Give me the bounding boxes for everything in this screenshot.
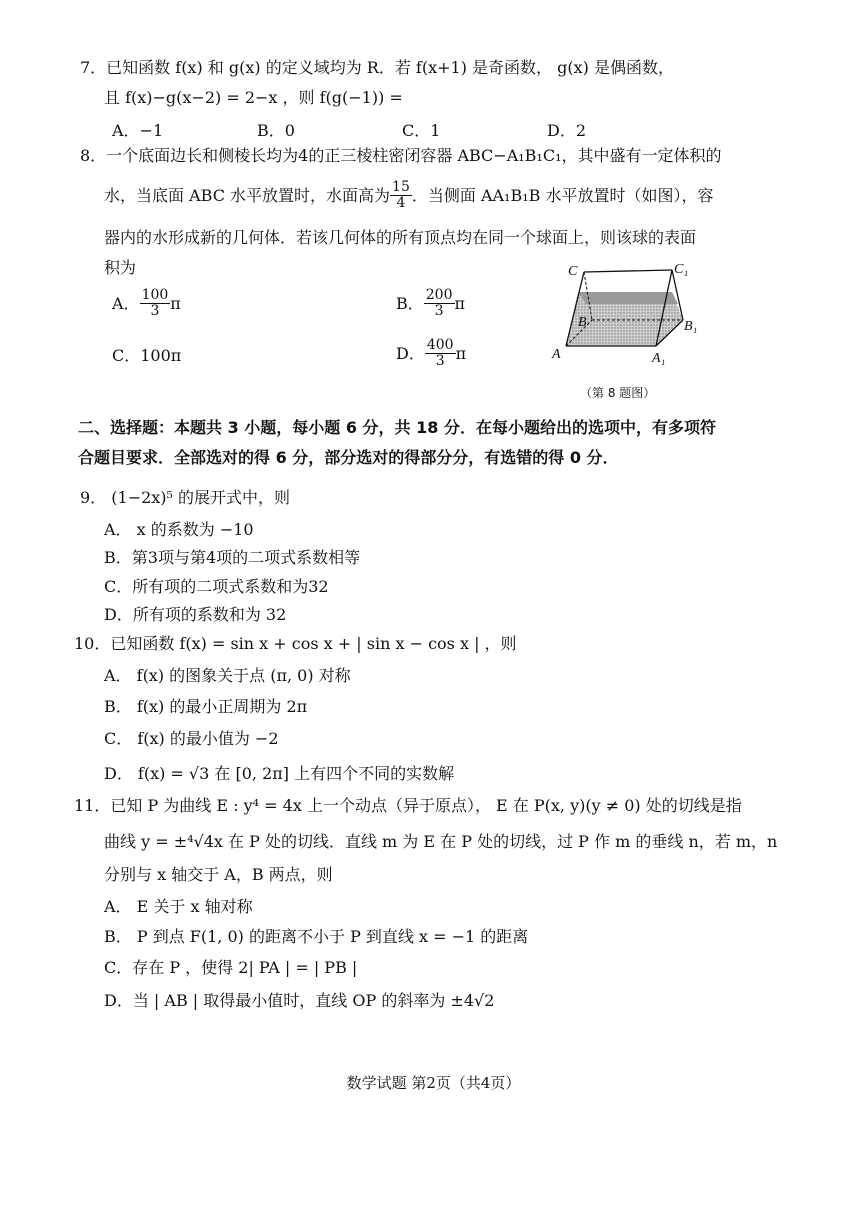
page-footer: 数学试题 第2页（共4页） — [346, 1074, 521, 1092]
option-label: C． — [112, 346, 141, 365]
section2-heading-line1: 二、选择题：本题共 3 小题，每小题 6 分，共 18 分．在每小题给出的选项中，有多项符 — [78, 418, 716, 437]
q11-option-b: B． P 到点 F(1, 0) 的距离不小于 P 到直线 x = −1 的距离 — [104, 927, 529, 946]
fraction-numerator: 15 — [392, 179, 410, 195]
q7-option-d: D．2 — [547, 121, 587, 140]
figure-caption: （第 8 题图） — [580, 386, 656, 400]
q8-stem-line3: 器内的水形成新的几何体．若该几何体的所有顶点均在同一个球面上，则该球的表面 — [104, 228, 697, 247]
q9-stem: 9． (1−2x)⁵ 的展开式中，则 — [80, 488, 291, 507]
option-label: A． — [112, 294, 140, 314]
q7-option-c: C．1 — [402, 121, 441, 140]
option-text: 100π — [140, 346, 182, 365]
q10-option-b: B． f(x) 的最小正周期为 2π — [104, 697, 308, 716]
label-c: C — [568, 264, 578, 279]
q10-stem: 10．已知函数 f(x) = sin x + cos x + | sin x − cos x | ，则 — [74, 634, 517, 653]
q9-option-b: B．第3项与第4项的二项式系数相等 — [104, 548, 361, 567]
q8-option-d — [396, 338, 466, 370]
option-suffix: π — [454, 294, 466, 314]
q8-stem-line1: 8．一个底面边长和侧棱长均为4的正三棱柱密闭容器 ABC−A₁B₁C₁，其中盛有一定体积的 — [80, 146, 722, 165]
q9-option-a: A． x 的系数为 −10 — [104, 520, 254, 539]
option-fraction — [140, 288, 171, 320]
q8-stem-line2 — [104, 180, 714, 212]
q8-stem-line4: 积为 — [104, 258, 137, 277]
q7-option-a: A．−1 — [112, 121, 164, 140]
fraction-denominator: 3 — [434, 303, 444, 320]
q8-stem-line2-b: ．当侧面 AA₁B₁B 水平放置时（如图），容 — [411, 186, 714, 206]
option-suffix: π — [170, 294, 181, 314]
q7-stem-line1: 7．已知函数 f(x) 和 g(x) 的定义域均为 R．若 f(x+1) 是奇函数， g(x) 是偶函数， — [80, 58, 674, 77]
q11-stem-line3: 分别与 x 轴交于 A，B 两点，则 — [104, 865, 333, 884]
fraction-denominator: 3 — [435, 353, 445, 370]
label-a: A — [552, 347, 561, 362]
q7-option-b: B．0 — [257, 121, 295, 140]
fraction-denominator: 4 — [396, 195, 406, 212]
label-b: B — [578, 315, 587, 330]
q11-stem-line1: 11．已知 P 为曲线 E : y⁴ = 4x 上一个动点（异于原点）， E 在 P(x, y)(y ≠ 0) 处的切线是指 — [74, 796, 742, 815]
q11-stem-line2: 曲线 y = ±⁴√4x 在 P 处的切线．直线 m 为 E 在 P 处的切线，过 P 作 m 的垂线 n，若 m，n — [104, 832, 778, 851]
q8-option-a — [112, 288, 181, 320]
option-label: B． — [396, 294, 424, 314]
fraction-numerator: 100 — [141, 287, 169, 303]
q10-option-c: C． f(x) 的最小值为 −2 — [104, 729, 279, 748]
fraction-numerator: 200 — [425, 287, 453, 303]
q10-option-a: A． f(x) 的图象关于点 (π, 0) 对称 — [104, 666, 351, 685]
q8-option-c — [112, 346, 181, 365]
section2-heading-line2: 合题目要求．全部选对的得 6 分，部分选对的得部分分，有选错的得 0 分． — [78, 448, 619, 467]
q9-option-c: C．所有项的二项式系数和为32 — [104, 577, 329, 596]
fraction-denominator: 3 — [150, 303, 160, 320]
option-label: D． — [396, 344, 425, 364]
q10-option-d: D． f(x) = √3 在 [0, 2π] 上有四个不同的实数解 — [104, 764, 455, 783]
label-a1: A₁ — [652, 351, 666, 366]
water-surface — [578, 292, 678, 304]
q7-options — [112, 118, 692, 141]
label-b1: B₁ — [684, 319, 698, 334]
q8-option-b — [396, 288, 465, 320]
q11-option-c: C．存在 P ，使得 2| PA | = | PB | — [104, 958, 358, 977]
q7-stem-line2: 且 f(x)−g(x−2) = 2−x ，则 f(g(−1)) = — [104, 88, 403, 107]
q8-stem-line2-a: 水，当底面 ABC 水平放置时，水面高为 — [104, 186, 391, 206]
q8-water-height-fraction — [390, 180, 412, 212]
option-fraction — [425, 338, 456, 370]
prism-figure — [548, 258, 708, 370]
option-suffix: π — [455, 344, 467, 364]
label-c1: C₁ — [674, 262, 689, 277]
q11-option-d: D．当 | AB | 取得最小值时，直线 OP 的斜率为 ±4√2 — [104, 991, 495, 1010]
q9-option-d: D．所有项的系数和为 32 — [104, 605, 287, 624]
option-fraction — [424, 288, 455, 320]
fraction-numerator: 400 — [426, 337, 454, 353]
top-edge — [584, 270, 672, 272]
q11-option-a: A． E 关于 x 轴对称 — [104, 897, 253, 916]
